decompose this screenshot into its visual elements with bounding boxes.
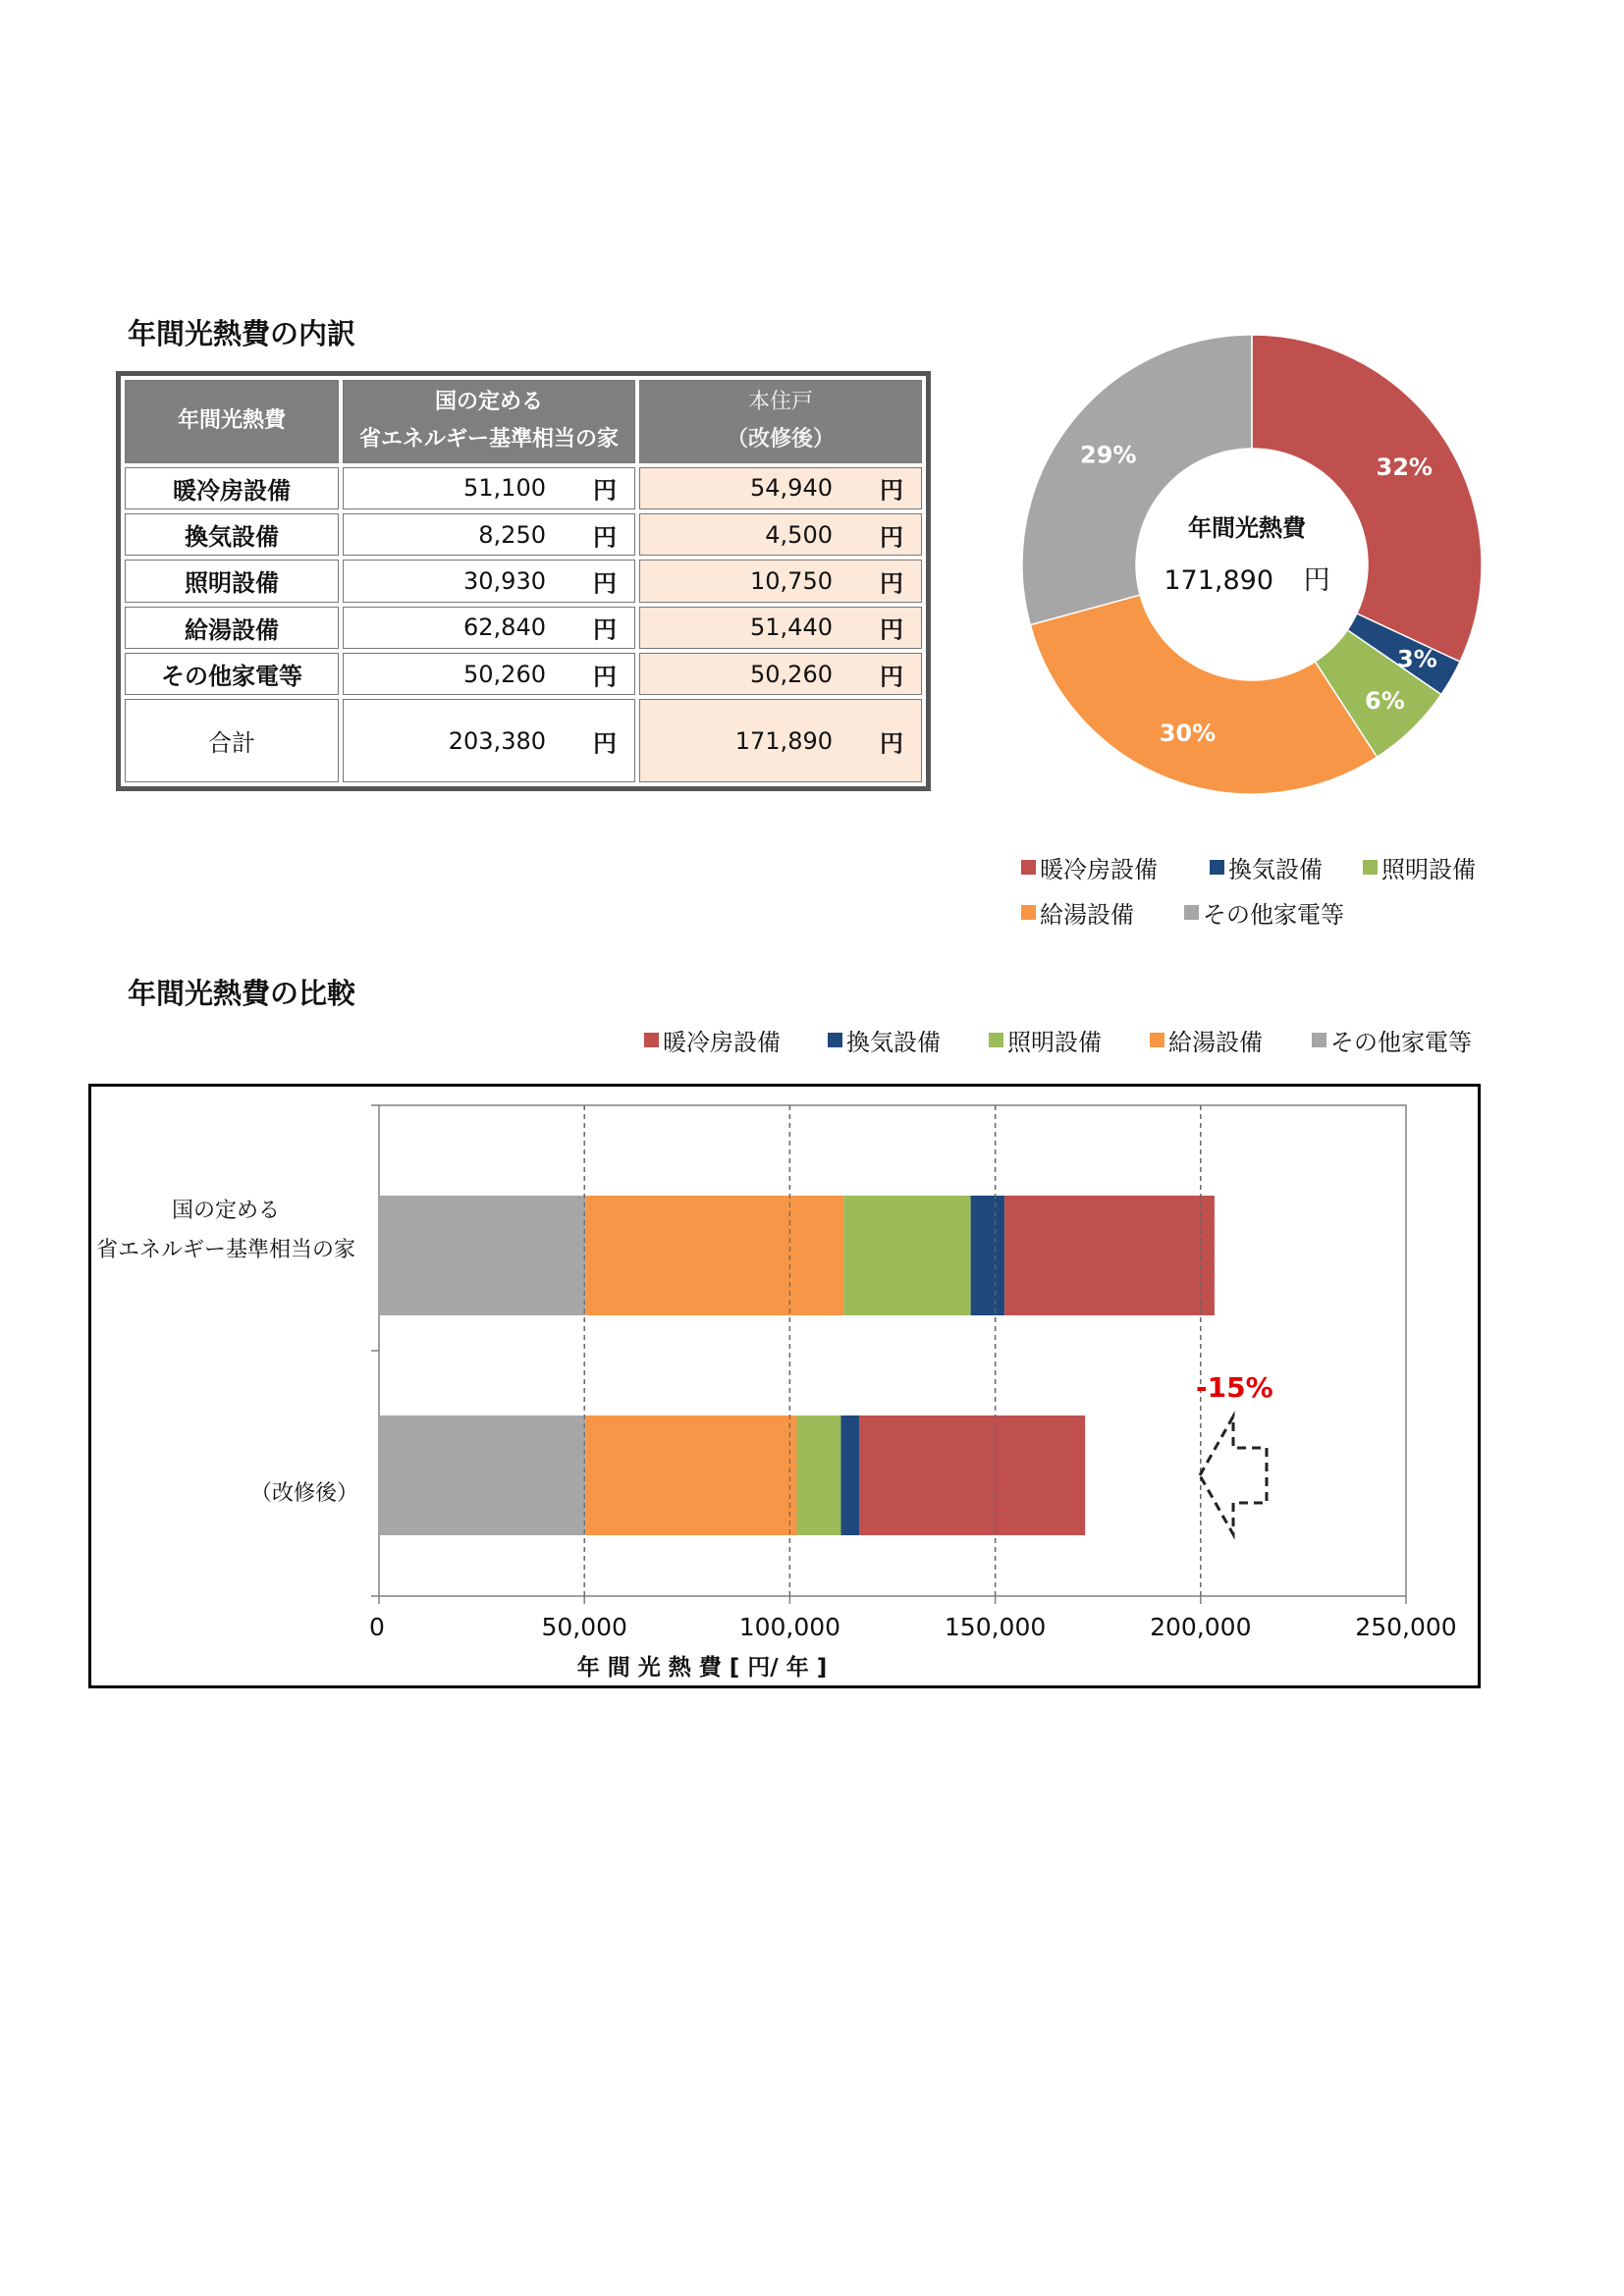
unit-label: 円 (880, 523, 903, 552)
x-tick-label: 100,000 (738, 1613, 841, 1641)
unit-label: 円 (880, 615, 903, 644)
x-tick-label: 200,000 (1150, 1613, 1252, 1641)
row-label: 給湯設備 (125, 607, 339, 649)
unit-label: 円 (593, 569, 617, 598)
unit-label: 円 (880, 569, 903, 598)
standard-value-text: 50,260 (463, 660, 546, 688)
unit-label: 円 (593, 615, 617, 644)
donut-percent-label: 29% (1080, 441, 1137, 469)
breakdown-title: 年間光熱費の内訳 (128, 317, 356, 350)
legend-label: 給湯設備 (1168, 1029, 1263, 1056)
unit-label: 円 (593, 523, 617, 552)
legend-label: その他家電等 (1203, 901, 1344, 929)
bar-segment (585, 1415, 796, 1535)
header-current-line1: 本住戸 (747, 390, 813, 415)
unit-label: 円 (880, 476, 903, 505)
bar-segment (379, 1415, 585, 1535)
legend-label: 給湯設備 (1040, 901, 1134, 929)
donut-center-title: 年間光熱費 (1188, 514, 1306, 542)
standard-value-text: 51,100 (463, 474, 546, 503)
donut-percent-label: 3% (1397, 645, 1437, 673)
standard-value-text: 62,840 (463, 614, 546, 642)
donut-center-unit: 円 (1303, 565, 1330, 596)
row-label: 暖冷房設備 (125, 467, 339, 509)
category-line1: （改修後） (249, 1481, 358, 1506)
current-value-text: 4,500 (765, 520, 833, 549)
legend-label: 照明設備 (1007, 1029, 1102, 1056)
category-line1: 国の定める (171, 1199, 280, 1223)
category-label-current (236, 1474, 373, 1514)
header-current-line2: （改修後） (726, 427, 835, 453)
bar-segment (797, 1415, 841, 1535)
bar-segment (379, 1196, 585, 1315)
bar-segment (1004, 1196, 1215, 1315)
legend-label: 暖冷房設備 (1040, 856, 1158, 883)
donut-center-amount: 171,890 (1164, 565, 1274, 596)
donut-percent-label: 30% (1159, 719, 1217, 747)
legend-label: 換気設備 (1228, 856, 1323, 883)
row-label: 照明設備 (125, 560, 339, 602)
bar-segment (840, 1415, 859, 1535)
current-value-text: 51,440 (750, 614, 833, 642)
row-label: 換気設備 (125, 513, 339, 556)
x-tick-label: 250,000 (1355, 1613, 1457, 1641)
x-axis-label: 年 間 光 熱 費 [ 円/ 年 ] (576, 1655, 828, 1681)
current-value-text: 50,260 (750, 660, 833, 688)
x-tick-label: 0 (369, 1613, 385, 1641)
bar-segment (859, 1415, 1085, 1535)
bar-segment (843, 1196, 970, 1315)
current-value-text: 10,750 (750, 566, 833, 595)
row-label: その他家電等 (125, 653, 339, 695)
current-value-text: 54,940 (750, 474, 833, 503)
standard-value-text: 8,250 (478, 520, 546, 549)
total-label: 合計 (125, 699, 339, 782)
legend-label: 暖冷房設備 (663, 1029, 781, 1056)
category-label-standard (88, 1192, 363, 1270)
unit-label: 円 (593, 663, 617, 691)
total-standard-text: 203,380 (448, 726, 546, 755)
legend-label: 照明設備 (1381, 856, 1476, 883)
reduction-percent: -15% (1196, 1371, 1273, 1404)
standard-value-text: 30,930 (463, 566, 546, 595)
legend-label: 換気設備 (846, 1029, 941, 1056)
reduction-arrow-icon (1200, 1416, 1267, 1534)
header-annual-cost: 年間光熱費 (125, 380, 339, 463)
legend-label: その他家電等 (1330, 1029, 1472, 1056)
unit-label: 円 (880, 663, 903, 691)
bar-segment (971, 1196, 1005, 1315)
x-tick-label: 50,000 (541, 1613, 627, 1641)
header-standard-line2: 省エネルギー基準相当の家 (358, 427, 619, 453)
unit-label: 円 (593, 729, 617, 758)
unit-label: 円 (880, 729, 903, 758)
unit-label: 円 (593, 476, 617, 505)
comparison-title: 年間光熱費の比較 (128, 977, 356, 1010)
bar-segment (585, 1196, 843, 1315)
donut-percent-label: 6% (1365, 686, 1405, 715)
category-line2: 省エネルギー基準相当の家 (95, 1238, 355, 1262)
header-standard-line1: 国の定める (434, 390, 543, 415)
donut-percent-label: 32% (1376, 454, 1433, 482)
x-tick-label: 150,000 (944, 1613, 1047, 1641)
total-current-text: 171,890 (734, 726, 833, 755)
